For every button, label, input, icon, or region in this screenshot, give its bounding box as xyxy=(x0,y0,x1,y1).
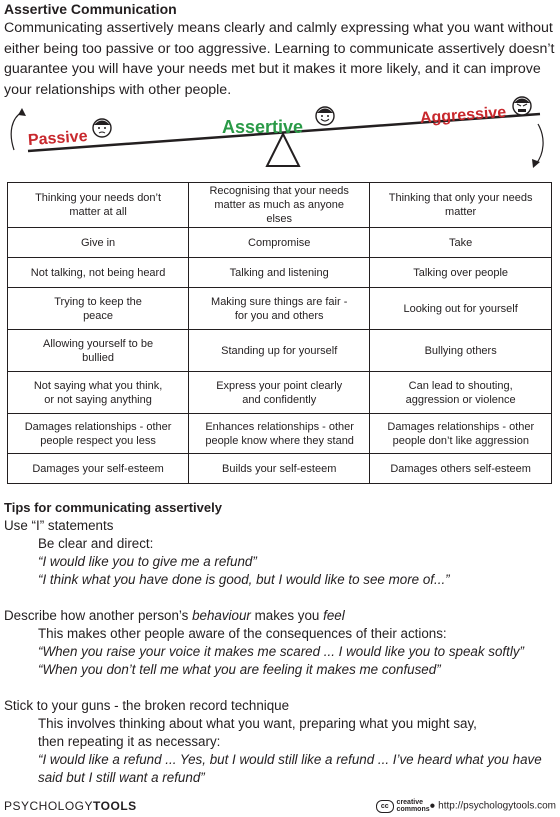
table-row xyxy=(8,414,552,454)
url-icon: ● xyxy=(429,800,436,812)
tip-text: This involves thinking about what you want, preparing what you might say, xyxy=(38,716,477,731)
tip-heading: Stick to your guns - the broken record technique xyxy=(4,698,290,713)
table-cell: Express your point clearly and confidently xyxy=(189,372,370,414)
table-cell: Damages relationships - other people respect you less xyxy=(8,414,189,454)
table-cell: Looking out for yourself xyxy=(370,288,552,330)
tip-text: Be clear and direct: xyxy=(38,536,154,551)
intro-line: Communicating assertively means clearly and calmly expressing what you want without xyxy=(4,20,553,36)
tip-example: “I think what you have done is good, but I would like to see more of...” xyxy=(38,572,450,587)
intro-line: guarantee you will have your needs met but it makes it more likely, and it can improve xyxy=(4,61,541,77)
brand-logo: PSYCHOLOGYTOOLS xyxy=(4,799,137,813)
table-cell: Making sure things are fair - for you and others xyxy=(189,288,370,330)
passive-face-icon xyxy=(92,118,112,138)
creative-commons-icon: cc xyxy=(376,800,394,813)
table-row xyxy=(8,228,552,258)
page-title: Assertive Communication xyxy=(4,1,177,17)
right-arrow-icon xyxy=(536,124,543,164)
table-cell: Trying to keep the peace xyxy=(8,288,189,330)
table-row xyxy=(8,258,552,288)
assertive-face-icon xyxy=(315,106,335,126)
table-cell: Take xyxy=(370,228,552,258)
tips-heading: Tips for communicating assertively xyxy=(4,500,222,515)
aggressive-label: Aggressive xyxy=(419,104,507,127)
tip-example: “When you raise your voice it makes me scared ... I would like you to speak softly” xyxy=(38,644,524,659)
table-cell: Thinking that only your needs matter xyxy=(370,183,552,228)
table-cell: Enhances relationships - other people know where they stand xyxy=(189,414,370,454)
assertive-label: Assertive xyxy=(222,117,304,137)
tip-heading: Use “I” statements xyxy=(4,518,114,533)
tip-example: “I would like you to give me a refund” xyxy=(38,554,257,569)
table-cell: Bullying others xyxy=(370,330,552,372)
intro-line: your relationships with other people. xyxy=(4,81,232,98)
table-cell: Damages your self-esteem xyxy=(8,454,189,484)
seesaw-fulcrum xyxy=(267,134,299,166)
table-cell: Can lead to shouting, aggression or violence xyxy=(370,372,552,414)
table-cell: Not talking, not being heard xyxy=(8,258,189,288)
footer-url-link[interactable]: http://psychologytools.com xyxy=(438,800,556,812)
table-row xyxy=(8,372,552,414)
passive-label: Passive xyxy=(27,127,89,150)
tip-example: said but I still want a refund” xyxy=(38,770,205,785)
table-cell: Talking and listening xyxy=(189,258,370,288)
table-row xyxy=(8,454,552,484)
table-row xyxy=(8,288,552,330)
tip-heading: Describe how another person’s behaviour makes you feel xyxy=(4,608,345,623)
table-cell: Allowing yourself to be bullied xyxy=(8,330,189,372)
aggressive-face-icon xyxy=(512,96,532,116)
tip-example: “I would like a refund ... Yes, but I would still like a refund ... I’ve heard what you have xyxy=(38,752,542,767)
table-row xyxy=(8,183,552,228)
tip-text: then repeating it as necessary: xyxy=(38,734,221,749)
table-cell: Talking over people xyxy=(370,258,552,288)
comparison-table xyxy=(7,182,552,484)
table-cell: Builds your self-esteem xyxy=(189,454,370,484)
cc-text: creative commons xyxy=(396,799,430,813)
table-cell: Standing up for yourself xyxy=(189,330,370,372)
intro-line: either being too passive or too aggressive. Learning to communicate assertively doesn’t xyxy=(4,40,555,57)
table-cell: Damages relationships - other people don’t like aggression xyxy=(370,414,552,454)
table-row xyxy=(8,330,552,372)
table-cell: Recognising that your needs matter as much as anyone elses xyxy=(189,183,370,228)
table-cell: Not saying what you think, or not saying anything xyxy=(8,372,189,414)
left-arrow-icon xyxy=(11,112,22,150)
table-cell: Damages others self-esteem xyxy=(370,454,552,484)
footer-credit xyxy=(376,799,556,813)
table-cell: Compromise xyxy=(189,228,370,258)
table-cell: Give in xyxy=(8,228,189,258)
table-cell: Thinking your needs don’t matter at all xyxy=(8,183,189,228)
tip-example: “When you don’t tell me what you are feeling it makes me confused” xyxy=(38,662,441,677)
tip-text: This makes other people aware of the consequences of their actions: xyxy=(38,626,447,641)
intro-paragraph xyxy=(4,18,556,100)
